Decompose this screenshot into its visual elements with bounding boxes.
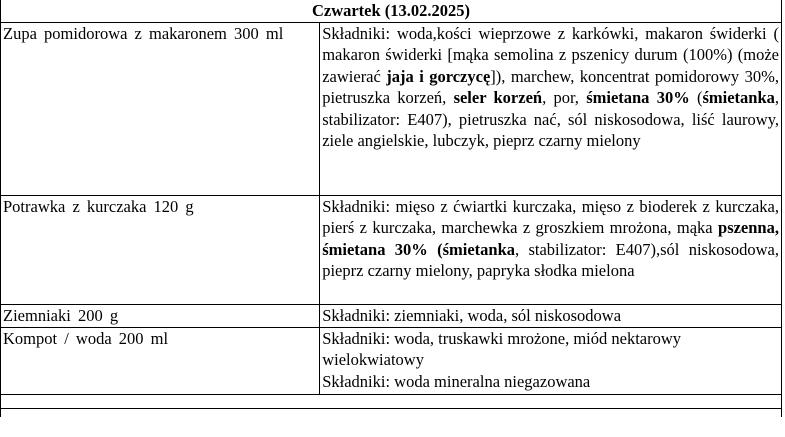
empty-cell: [1, 394, 782, 408]
allergen-text: pszenna, śmietana 30% (śmietanka: [322, 218, 779, 259]
dish-row: [1, 195, 782, 304]
day-header-row: [1, 0, 782, 22]
empty-cell: [1, 408, 782, 417]
ingredient-line: Składniki: woda, truskawki mrożone, miód nektarowy wielokwiatowy: [322, 328, 682, 369]
dish-ingredients: [320, 304, 782, 327]
dish-name: Ziemniaki 200 g: [1, 304, 320, 327]
ingredient-text: ]), marchew, koncentrat pomidorowy 30%, pietruszka korzeń,: [322, 66, 779, 107]
dish-name: Potrawka z kurczaka 120 g: [1, 195, 320, 304]
dish-name: Kompot / woda 200 ml: [1, 327, 320, 394]
dish-ingredients: [320, 195, 782, 304]
dish-ingredients: [320, 327, 782, 394]
ingredient-line: Składniki: woda mineralna niegazowana: [322, 371, 591, 391]
empty-row: [1, 394, 782, 408]
ingredient-text: Składniki: ziemniaki, woda, sól niskosodowa: [322, 305, 622, 325]
dish-name: Zupa pomidorowa z makaronem 300 ml: [1, 22, 320, 195]
dish-row: [1, 22, 782, 195]
allergen-text: śmietanka: [702, 88, 775, 107]
ingredient-text: , por,: [542, 88, 587, 107]
ingredient-text: Składniki: woda,kości wieprzowe z karkówki, makaron świderki ( makaron świderki [mąka semolina z pszenicy durum (100%) (może zawierać: [322, 23, 779, 86]
ingredient-text: (: [689, 88, 703, 107]
dish-row: [1, 304, 782, 327]
dish-row: [1, 327, 782, 394]
allergen-text: seler korzeń: [453, 88, 543, 107]
ingredient-text: , stabilizator: E407), pietruszka nać, sól niskosodowa, liść laurowy, ziele angielskie, lubczyk, pieprz czarny mielony: [322, 88, 780, 150]
allergen-text: śmietana 30%: [586, 88, 690, 107]
allergen-text: jaja i gorczycę: [386, 66, 491, 86]
day-title: Czwartek (13.02.2025): [1, 0, 782, 22]
ingredient-text: Składniki: mięso z ćwiartki kurczaka, mięso z bioderek z kurczaka, pierś z kurczaka, marchewka z groszkiem mrożona, mąka: [322, 196, 779, 237]
dish-ingredients: [320, 22, 782, 195]
ingredient-text: , stabilizator: E407),sól niskosodowa, pieprz czarny mielony, papryka słodka mielona: [322, 239, 779, 280]
empty-row: [1, 408, 782, 417]
